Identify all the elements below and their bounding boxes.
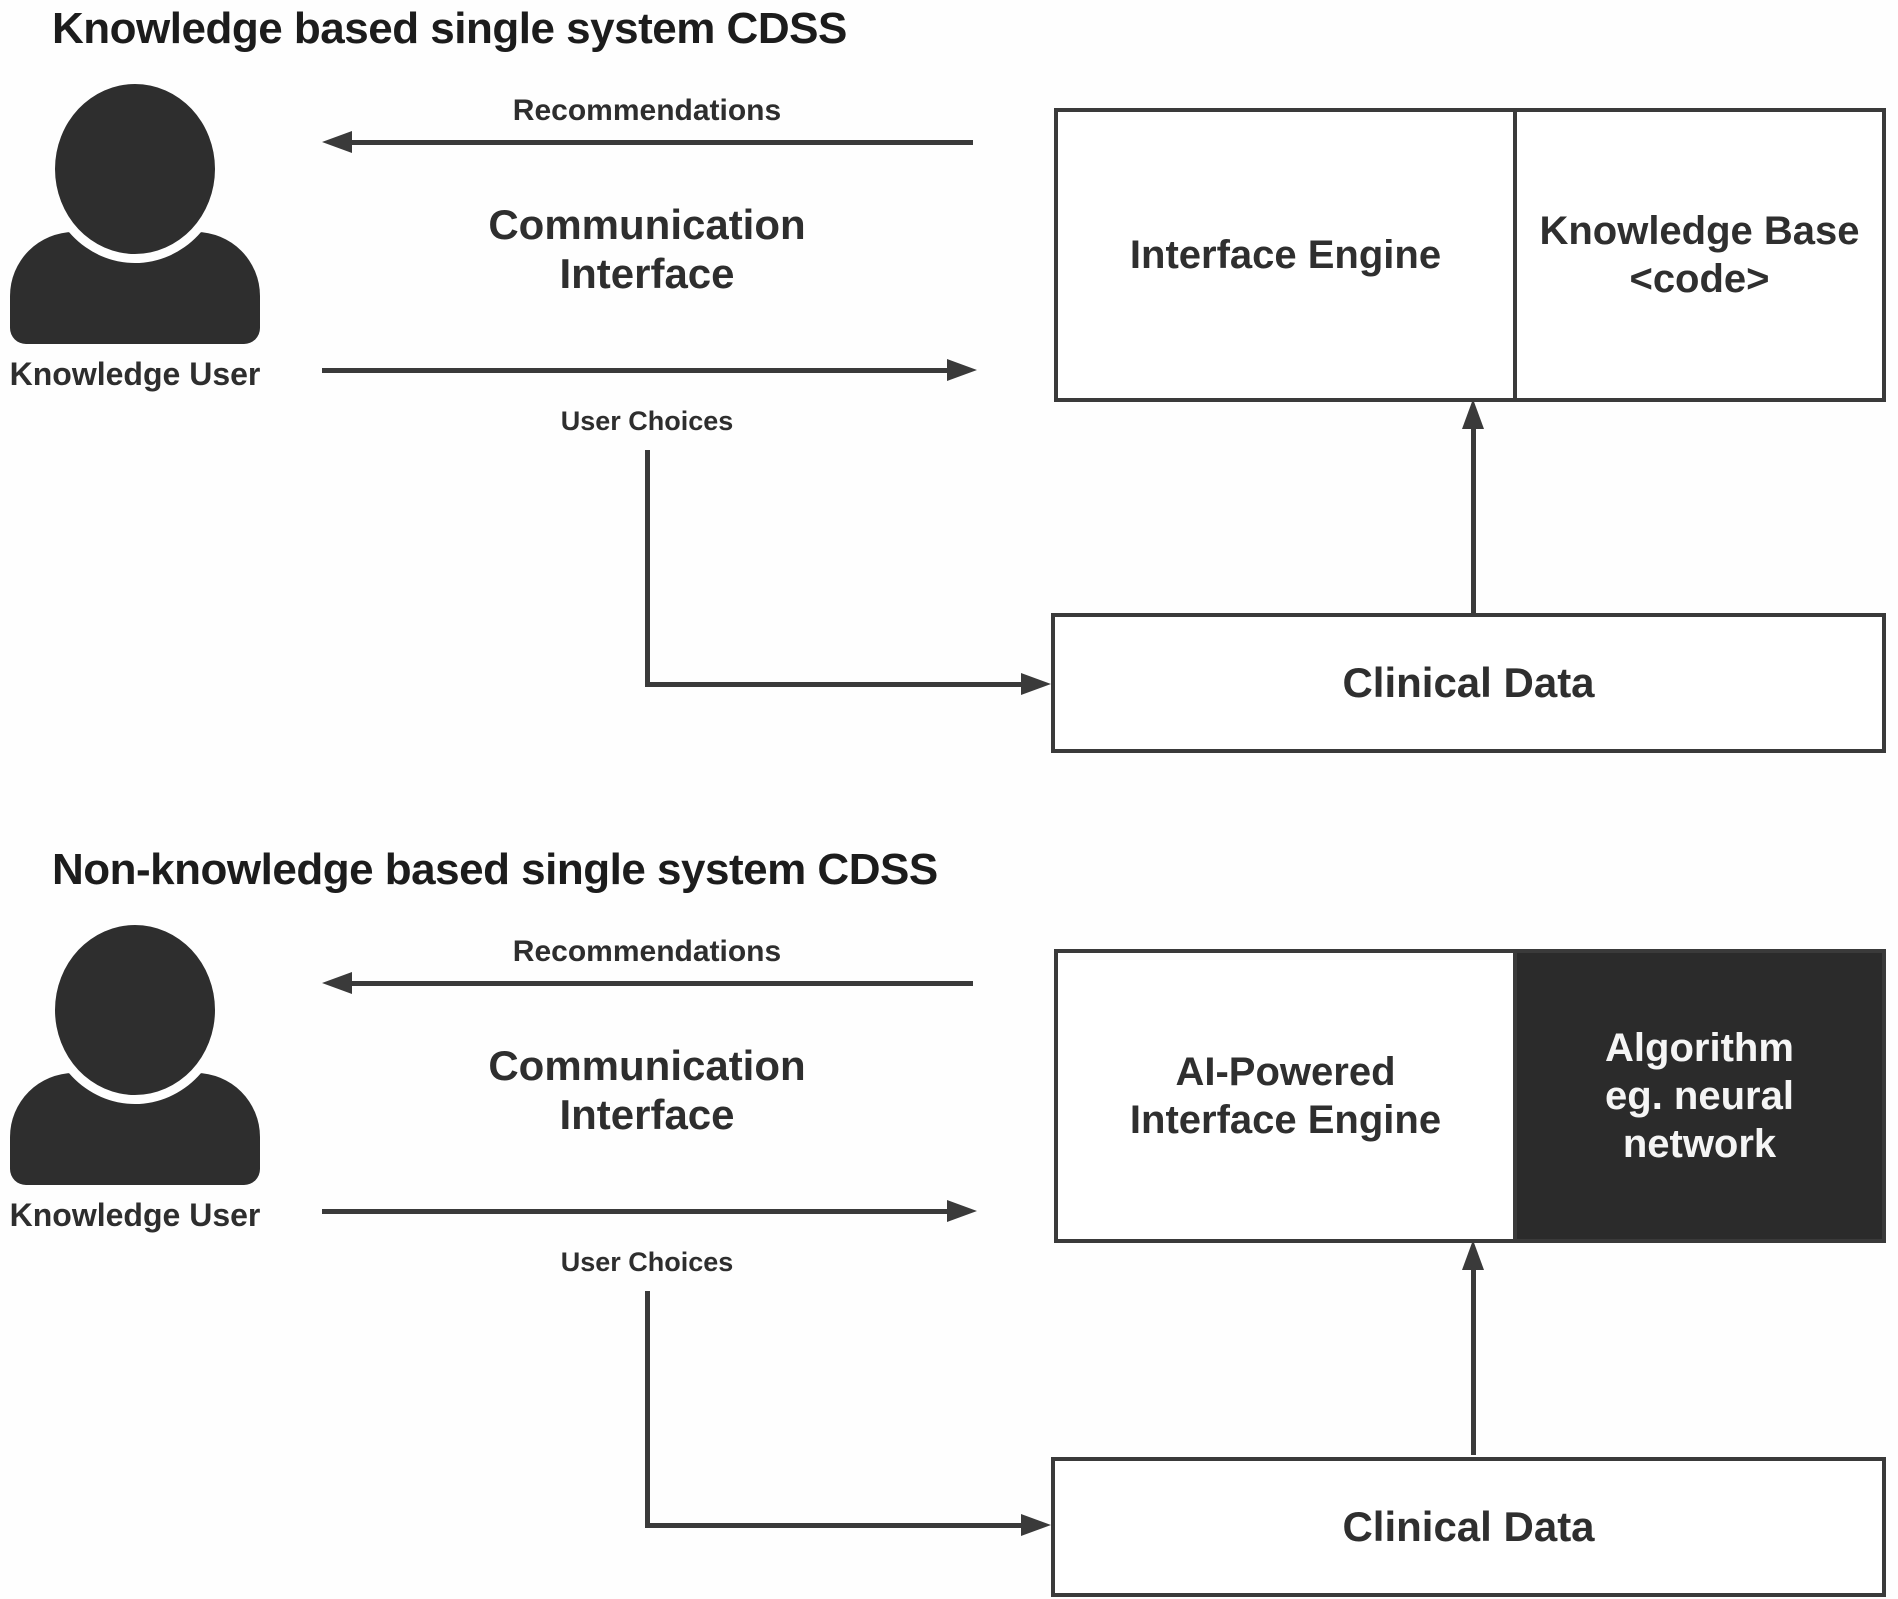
arrowhead-up-icon bbox=[1462, 1240, 1484, 1270]
section-title: Knowledge based single system CDSS bbox=[52, 4, 847, 53]
ai-powered-interface-engine-label: AI-Powered Interface Engine bbox=[1129, 1050, 1442, 1142]
recommendations-label: Recommendations bbox=[512, 935, 782, 968]
communication-line1: Communication bbox=[488, 201, 806, 248]
algorithm-neural-network-cell bbox=[1513, 953, 1882, 1239]
arrowhead-right-icon bbox=[1021, 673, 1051, 695]
knowledge-user-label: Knowledge User bbox=[9, 1197, 261, 1233]
knowledge-user-label: Knowledge User bbox=[9, 356, 261, 392]
ai-powered-interface-engine-cell bbox=[1058, 953, 1513, 1239]
communication-line2: Interface bbox=[559, 1091, 735, 1138]
user-choices-label: User Choices bbox=[560, 1247, 734, 1277]
person-head-icon bbox=[46, 75, 224, 263]
recommendations-arrow-line bbox=[348, 981, 973, 986]
interface-engine-cell bbox=[1058, 112, 1513, 398]
user-choices-elbow-vertical-line bbox=[645, 1291, 650, 1527]
user-choices-elbow-vertical-line bbox=[645, 450, 650, 686]
algorithm-neural-network-label: Algorithm eg. neural network bbox=[1605, 1026, 1794, 1166]
arrowhead-right-icon bbox=[947, 359, 977, 381]
clinical-data-box bbox=[1051, 613, 1886, 753]
knowledge-base-label: Knowledge Base <code> bbox=[1539, 209, 1860, 301]
person-head-icon bbox=[46, 916, 224, 1104]
knowledge-base-cell bbox=[1513, 112, 1882, 398]
user-choices-elbow-horizontal-line bbox=[645, 1523, 1025, 1528]
arrowhead-up-icon bbox=[1462, 399, 1484, 429]
recommendations-label: Recommendations bbox=[512, 94, 782, 127]
arrowhead-left-icon bbox=[322, 972, 352, 994]
user-choices-arrow-line bbox=[322, 1209, 952, 1214]
recommendations-arrow-line bbox=[348, 140, 973, 145]
clinical-data-box bbox=[1051, 1457, 1886, 1597]
arrowhead-right-icon bbox=[1021, 1514, 1051, 1536]
communication-interface-label bbox=[397, 1041, 897, 1139]
section-title: Non-knowledge based single system CDSS bbox=[52, 845, 938, 894]
communication-interface-label bbox=[397, 200, 897, 298]
communication-line1: Communication bbox=[488, 1042, 806, 1089]
clinical-data-feed-line bbox=[1471, 1265, 1476, 1455]
clinical-data-feed-line bbox=[1471, 424, 1476, 614]
user-choices-elbow-horizontal-line bbox=[645, 682, 1025, 687]
section-non-knowledge-based-cdss bbox=[0, 841, 1898, 1599]
section-knowledge-based-cdss bbox=[0, 0, 1898, 758]
interface-engine-box bbox=[1054, 108, 1886, 402]
arrowhead-right-icon bbox=[947, 1200, 977, 1222]
user-choices-label: User Choices bbox=[560, 406, 734, 436]
arrowhead-left-icon bbox=[322, 131, 352, 153]
ai-interface-engine-box bbox=[1054, 949, 1886, 1243]
communication-line2: Interface bbox=[559, 250, 735, 297]
clinical-data-label: Clinical Data bbox=[1342, 659, 1595, 706]
clinical-data-label: Clinical Data bbox=[1342, 1503, 1595, 1550]
user-choices-arrow-line bbox=[322, 368, 952, 373]
interface-engine-label: Interface Engine bbox=[1129, 233, 1442, 277]
